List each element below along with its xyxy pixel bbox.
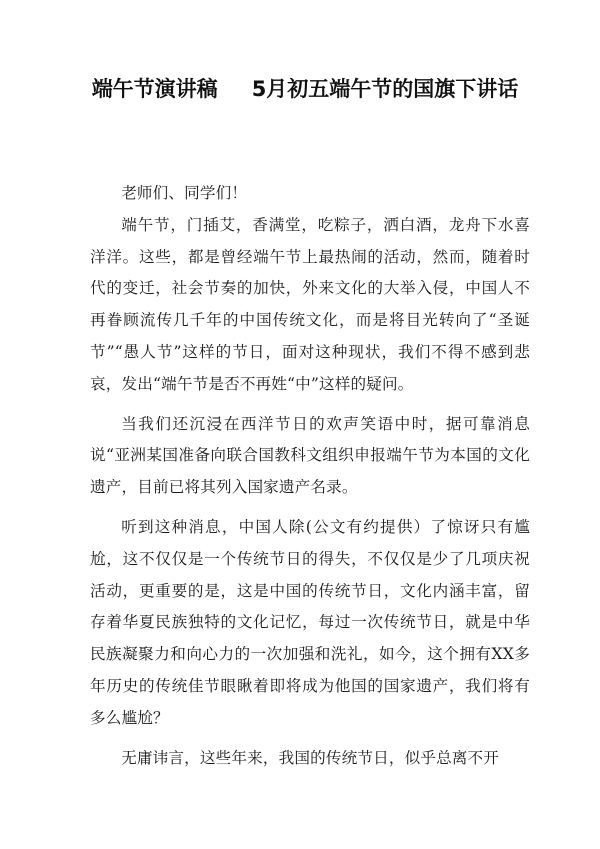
document-body: [90, 178, 530, 782]
title-part-2: 5月初五端午节的国旗下讲话: [251, 77, 519, 101]
document-title: [80, 74, 530, 104]
greeting: 老师们、同学们！: [121, 184, 248, 202]
paragraph-4: 无庸讳言，这些年来，我国的传统节日，似乎总离不开: [121, 748, 500, 767]
paragraph-1: 端午节，门插艾，香满堂，吃粽子，洒白酒，龙舟下水喜洋洋。这些，都是曾经端午节上最热闹的活动，然而，随着时代的变迁，社会节奏的加快，外来文化的大举入侵，中国人不再眷顾流传几千年的中国传统文化，而是将目光转向了“圣诞节”“愚人节”这样的节日，面对这种现状，我们不得不感到悲哀，发出“端午节是否不再姓“中”这样的疑问。: [90, 215, 530, 393]
paragraph-3: 听到这种消息，中国人除(公文有约提供）了惊讶只有尴尬，这不仅仅是一个传统节日的得失，不仅仅是少了几项庆祝活动，更重要的是，这是中国的传统节日，文化内涵丰富，留存着华夏民族独特的文化记忆，每过一次传统节日，就是中华民族凝聚力和向心力的一次加强和洗礼，如今，这个拥有XX多年历史的传统佳节眼瞅着即将成为他国的国家遗产，我们将有多么尴尬？: [90, 517, 530, 727]
paragraph-2: 当我们还沉浸在西洋节日的欢声笑语中时，据可靠消息说“亚洲某国准备向联合国教科文组织申报端午节为本国的文化遗产，目前已将其列入国家遗产名录。: [90, 414, 530, 497]
title-part-1: 端午节演讲稿: [91, 77, 218, 101]
